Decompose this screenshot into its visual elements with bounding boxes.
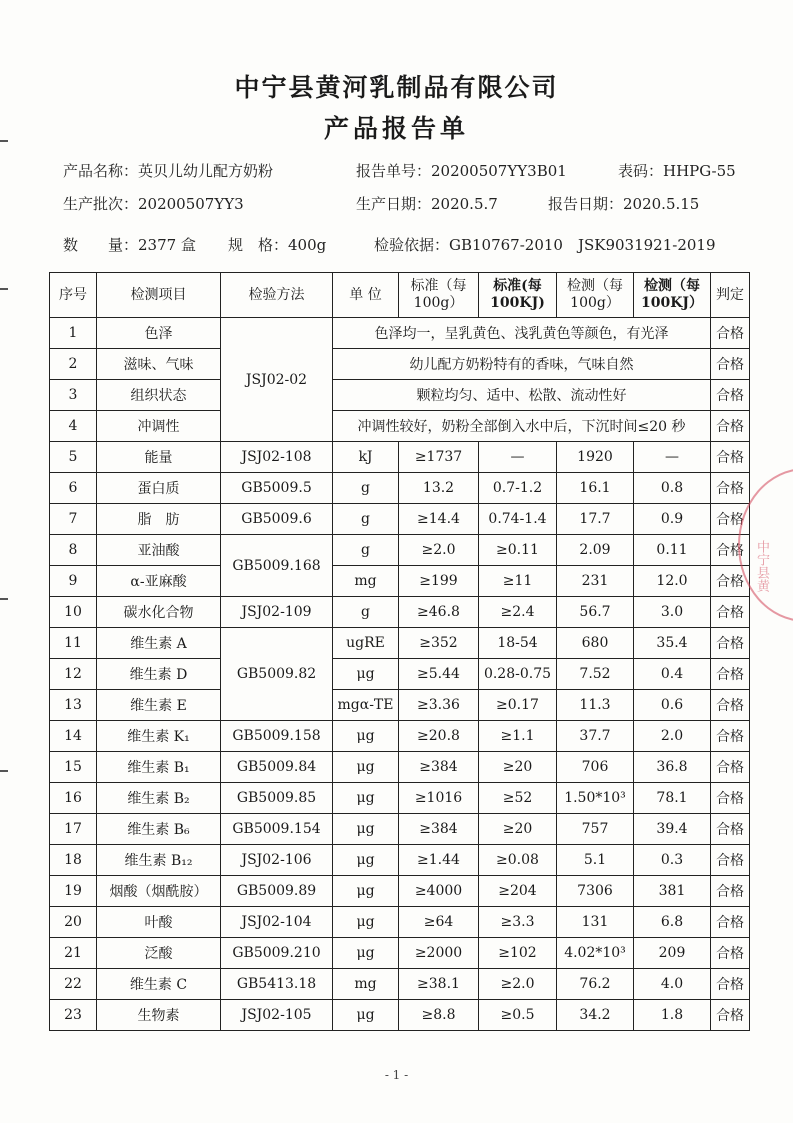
standard-100kj-cell: ≥0.08 <box>479 845 557 876</box>
table-row <box>50 411 750 442</box>
verdict-cell: 合格 <box>711 473 750 504</box>
table-row <box>50 969 750 1000</box>
verdict-cell: 合格 <box>711 938 750 969</box>
detected-100g-cell: 76.2 <box>557 969 634 1000</box>
verdict-cell: 合格 <box>711 597 750 628</box>
item-cell: 维生素 C <box>97 969 221 1000</box>
item-cell: 泛酸 <box>97 938 221 969</box>
scan-edge-mark <box>0 770 8 772</box>
verdict-cell: 合格 <box>711 442 750 473</box>
method-cell: JSJ02-104 <box>221 907 333 938</box>
seq-cell: 4 <box>50 411 97 442</box>
seq-cell: 10 <box>50 597 97 628</box>
standard-100g-cell: ≥14.4 <box>399 504 479 535</box>
method-cell: GB5009.84 <box>221 752 333 783</box>
standard-100g-cell: ≥2000 <box>399 938 479 969</box>
page-number: - 1 - <box>384 1068 409 1082</box>
scan-edge-mark <box>0 140 8 142</box>
detected-100kj-cell: 3.0 <box>634 597 711 628</box>
scan-edge-mark <box>0 598 8 600</box>
seq-cell: 9 <box>50 566 97 597</box>
detected-100g-cell: 17.7 <box>557 504 634 535</box>
standard-100g-cell: ≥1.44 <box>399 845 479 876</box>
item-cell: 亚油酸 <box>97 535 221 566</box>
standard-100g-cell: ≥199 <box>399 566 479 597</box>
detected-100g-cell: 4.02*10³ <box>557 938 634 969</box>
seq-cell: 6 <box>50 473 97 504</box>
seq-cell: 8 <box>50 535 97 566</box>
method-cell: GB5009.158 <box>221 721 333 752</box>
item-cell: 脂 肪 <box>97 504 221 535</box>
standard-100kj-cell: ≥0.17 <box>479 690 557 721</box>
verdict-cell: 合格 <box>711 380 750 411</box>
table-row <box>50 814 750 845</box>
standard-100kj-cell: ≥2.0 <box>479 969 557 1000</box>
unit-cell: g <box>333 504 399 535</box>
unit-cell: μg <box>333 876 399 907</box>
unit-cell: μg <box>333 907 399 938</box>
detected-100g-cell: 56.7 <box>557 597 634 628</box>
item-cell: 色泽 <box>97 318 221 349</box>
method-cell: GB5009.6 <box>221 504 333 535</box>
verdict-cell: 合格 <box>711 504 750 535</box>
table-row <box>50 318 750 349</box>
seq-cell: 22 <box>50 969 97 1000</box>
standard-100kj-cell: 0.28-0.75 <box>479 659 557 690</box>
unit-cell: μg <box>333 752 399 783</box>
standard-100kj-cell: ≥52 <box>479 783 557 814</box>
unit-cell: μg <box>333 938 399 969</box>
sensory-description: 色泽均一，呈乳黄色、浅乳黄色等颜色，有光泽 <box>333 318 711 349</box>
detected-100kj-cell: 39.4 <box>634 814 711 845</box>
method-cell: JSJ02-02 <box>221 318 333 442</box>
item-cell: 能量 <box>97 442 221 473</box>
detected-100g-cell: 34.2 <box>557 1000 634 1031</box>
table-row <box>50 783 750 814</box>
unit-cell: μg <box>333 845 399 876</box>
method-cell: GB5009.168 <box>221 535 333 597</box>
header-item: 检测项目 <box>97 273 221 318</box>
seq-cell: 16 <box>50 783 97 814</box>
detected-100g-cell: 37.7 <box>557 721 634 752</box>
standard-100g-cell: ≥3.36 <box>399 690 479 721</box>
detected-100kj-cell: 0.3 <box>634 845 711 876</box>
standard-100kj-cell: 0.7-1.2 <box>479 473 557 504</box>
item-cell: 维生素 E <box>97 690 221 721</box>
detected-100g-cell: 7.52 <box>557 659 634 690</box>
table-row <box>50 380 750 411</box>
seq-cell: 2 <box>50 349 97 380</box>
sensory-description: 幼儿配方奶粉特有的香味，气味自然 <box>333 349 711 380</box>
method-cell: GB5009.5 <box>221 473 333 504</box>
detected-100kj-cell: 2.0 <box>634 721 711 752</box>
unit-cell: μg <box>333 783 399 814</box>
item-cell: 维生素 A <box>97 628 221 659</box>
specification: 规 格：400g <box>228 236 327 254</box>
production-date: 生产日期：2020.5.7 <box>356 195 498 213</box>
table-row <box>50 504 750 535</box>
standard-100kj-cell: ≥204 <box>479 876 557 907</box>
detected-100g-cell: 16.1 <box>557 473 634 504</box>
method-cell: JSJ02-106 <box>221 845 333 876</box>
table-row <box>50 845 750 876</box>
seq-cell: 5 <box>50 442 97 473</box>
method-cell: GB5009.210 <box>221 938 333 969</box>
seq-cell: 12 <box>50 659 97 690</box>
verdict-cell: 合格 <box>711 783 750 814</box>
seq-cell: 23 <box>50 1000 97 1031</box>
seq-cell: 14 <box>50 721 97 752</box>
scan-edge-mark <box>0 288 8 290</box>
unit-cell: μg <box>333 1000 399 1031</box>
sensory-description: 冲调性较好，奶粉全部倒入水中后，下沉时间≤20 秒 <box>333 411 711 442</box>
table-row <box>50 690 750 721</box>
seq-cell: 3 <box>50 380 97 411</box>
detected-100g-cell: 1920 <box>557 442 634 473</box>
standard-100g-cell: ≥384 <box>399 814 479 845</box>
detected-100g-cell: 7306 <box>557 876 634 907</box>
detected-100g-cell: 11.3 <box>557 690 634 721</box>
table-row <box>50 597 750 628</box>
standard-100g-cell: ≥2.0 <box>399 535 479 566</box>
seq-cell: 18 <box>50 845 97 876</box>
item-cell: 冲调性 <box>97 411 221 442</box>
detected-100g-cell: 5.1 <box>557 845 634 876</box>
item-cell: 维生素 B₁₂ <box>97 845 221 876</box>
header-seq: 序号 <box>50 273 97 318</box>
form-code: 表码：HHPG-55 <box>618 162 736 180</box>
table-row <box>50 938 750 969</box>
verdict-cell: 合格 <box>711 907 750 938</box>
unit-cell: ugRE <box>333 628 399 659</box>
detected-100kj-cell: 0.9 <box>634 504 711 535</box>
inspection-basis: 检验依据：GB10767-2010 JSK9031921-2019 <box>374 236 716 254</box>
table-row <box>50 907 750 938</box>
verdict-cell: 合格 <box>711 659 750 690</box>
method-cell: JSJ02-109 <box>221 597 333 628</box>
standard-100g-cell: ≥8.8 <box>399 1000 479 1031</box>
table-row <box>50 721 750 752</box>
item-cell: 维生素 B₁ <box>97 752 221 783</box>
report-date: 报告日期：2020.5.15 <box>548 195 700 213</box>
item-cell: 生物素 <box>97 1000 221 1031</box>
quantity: 数 量：2377 盒 <box>63 236 196 254</box>
detected-100g-cell: 706 <box>557 752 634 783</box>
item-cell: 组织状态 <box>97 380 221 411</box>
verdict-cell: 合格 <box>711 535 750 566</box>
verdict-cell: 合格 <box>711 752 750 783</box>
table-row <box>50 752 750 783</box>
header-detected-100g: 检测（每100g） <box>557 273 634 318</box>
item-cell: 维生素 B₆ <box>97 814 221 845</box>
production-batch: 生产批次：20200507YY3 <box>63 195 244 213</box>
standard-100kj-cell: ≥0.11 <box>479 535 557 566</box>
table-header-row <box>50 273 750 318</box>
detected-100kj-cell: 36.8 <box>634 752 711 783</box>
standard-100kj-cell: ≥2.4 <box>479 597 557 628</box>
unit-cell: g <box>333 535 399 566</box>
seq-cell: 1 <box>50 318 97 349</box>
seq-cell: 15 <box>50 752 97 783</box>
seq-cell: 21 <box>50 938 97 969</box>
standard-100g-cell: ≥38.1 <box>399 969 479 1000</box>
detected-100kj-cell: 12.0 <box>634 566 711 597</box>
standard-100g-cell: ≥352 <box>399 628 479 659</box>
unit-cell: mg <box>333 566 399 597</box>
method-cell: JSJ02-108 <box>221 442 333 473</box>
table-row <box>50 535 750 566</box>
seq-cell: 17 <box>50 814 97 845</box>
table-row <box>50 442 750 473</box>
table-row <box>50 628 750 659</box>
detected-100kj-cell: 35.4 <box>634 628 711 659</box>
detected-100kj-cell: 0.11 <box>634 535 711 566</box>
header-detected-100kj: 检测（每100KJ） <box>634 273 711 318</box>
header-standard-100kj: 标准(每100KJ) <box>479 273 557 318</box>
item-cell: α-亚麻酸 <box>97 566 221 597</box>
company-name: 中宁县黄河乳制品有限公司 <box>234 73 559 102</box>
report-number: 报告单号：20200507YY3B01 <box>356 162 567 180</box>
detected-100g-cell: 231 <box>557 566 634 597</box>
unit-cell: kJ <box>333 442 399 473</box>
detected-100kj-cell: 209 <box>634 938 711 969</box>
method-cell: GB5009.85 <box>221 783 333 814</box>
detected-100kj-cell: 381 <box>634 876 711 907</box>
seq-cell: 20 <box>50 907 97 938</box>
seal-text: 中宁县黄 <box>754 540 769 592</box>
standard-100g-cell: ≥1737 <box>399 442 479 473</box>
header-method: 检验方法 <box>221 273 333 318</box>
method-cell: GB5413.18 <box>221 969 333 1000</box>
standard-100g-cell: ≥384 <box>399 752 479 783</box>
seq-cell: 11 <box>50 628 97 659</box>
item-cell: 维生素 D <box>97 659 221 690</box>
verdict-cell: 合格 <box>711 969 750 1000</box>
unit-cell: μg <box>333 814 399 845</box>
standard-100g-cell: ≥1016 <box>399 783 479 814</box>
unit-cell: g <box>333 473 399 504</box>
detected-100kj-cell: 6.8 <box>634 907 711 938</box>
standard-100g-cell: ≥64 <box>399 907 479 938</box>
method-cell: GB5009.154 <box>221 814 333 845</box>
verdict-cell: 合格 <box>711 845 750 876</box>
standard-100g-cell: ≥4000 <box>399 876 479 907</box>
item-cell: 碳水化合物 <box>97 597 221 628</box>
detected-100g-cell: 1.50*10³ <box>557 783 634 814</box>
seq-cell: 19 <box>50 876 97 907</box>
verdict-cell: 合格 <box>711 814 750 845</box>
item-cell: 维生素 B₂ <box>97 783 221 814</box>
item-cell: 维生素 K₁ <box>97 721 221 752</box>
detected-100kj-cell: 4.0 <box>634 969 711 1000</box>
standard-100g-cell: ≥46.8 <box>399 597 479 628</box>
detected-100g-cell: 680 <box>557 628 634 659</box>
detected-100kj-cell: 1.8 <box>634 1000 711 1031</box>
standard-100kj-cell: ≥11 <box>479 566 557 597</box>
table-row <box>50 473 750 504</box>
report-table <box>49 272 750 1031</box>
standard-100kj-cell: ≥20 <box>479 814 557 845</box>
standard-100kj-cell: ≥1.1 <box>479 721 557 752</box>
standard-100g-cell: 13.2 <box>399 473 479 504</box>
standard-100kj-cell: ≥0.5 <box>479 1000 557 1031</box>
detected-100kj-cell: 0.8 <box>634 473 711 504</box>
detected-100kj-cell: 0.6 <box>634 690 711 721</box>
item-cell: 烟酸（烟酰胺） <box>97 876 221 907</box>
standard-100kj-cell: ≥20 <box>479 752 557 783</box>
document-title: 产品报告单 <box>323 114 469 143</box>
standard-100kj-cell: — <box>479 442 557 473</box>
unit-cell: μg <box>333 721 399 752</box>
method-cell: JSJ02-105 <box>221 1000 333 1031</box>
verdict-cell: 合格 <box>711 411 750 442</box>
standard-100kj-cell: ≥3.3 <box>479 907 557 938</box>
unit-cell: mgα-TE <box>333 690 399 721</box>
detected-100kj-cell: 78.1 <box>634 783 711 814</box>
standard-100kj-cell: ≥102 <box>479 938 557 969</box>
table-row <box>50 349 750 380</box>
item-cell: 滋味、气味 <box>97 349 221 380</box>
header-verdict: 判定 <box>711 273 750 318</box>
verdict-cell: 合格 <box>711 318 750 349</box>
header-unit: 单 位 <box>333 273 399 318</box>
unit-cell: g <box>333 597 399 628</box>
detected-100g-cell: 757 <box>557 814 634 845</box>
item-cell: 蛋白质 <box>97 473 221 504</box>
seq-cell: 7 <box>50 504 97 535</box>
verdict-cell: 合格 <box>711 721 750 752</box>
verdict-cell: 合格 <box>711 349 750 380</box>
verdict-cell: 合格 <box>711 628 750 659</box>
sensory-description: 颗粒均匀、适中、松散、流动性好 <box>333 380 711 411</box>
detected-100kj-cell: 0.4 <box>634 659 711 690</box>
table-row <box>50 876 750 907</box>
standard-100g-cell: ≥20.8 <box>399 721 479 752</box>
standard-100kj-cell: 0.74-1.4 <box>479 504 557 535</box>
unit-cell: mg <box>333 969 399 1000</box>
table-row <box>50 1000 750 1031</box>
detected-100g-cell: 2.09 <box>557 535 634 566</box>
standard-100g-cell: ≥5.44 <box>399 659 479 690</box>
detected-100kj-cell: — <box>634 442 711 473</box>
unit-cell: μg <box>333 659 399 690</box>
method-cell: GB5009.82 <box>221 628 333 721</box>
table-row <box>50 659 750 690</box>
seq-cell: 13 <box>50 690 97 721</box>
verdict-cell: 合格 <box>711 1000 750 1031</box>
detected-100g-cell: 131 <box>557 907 634 938</box>
method-cell: GB5009.89 <box>221 876 333 907</box>
verdict-cell: 合格 <box>711 690 750 721</box>
item-cell: 叶酸 <box>97 907 221 938</box>
verdict-cell: 合格 <box>711 876 750 907</box>
product-name: 产品名称：英贝儿幼儿配方奶粉 <box>63 162 274 180</box>
header-standard-100g: 标准（每100g） <box>399 273 479 318</box>
table-row <box>50 566 750 597</box>
verdict-cell: 合格 <box>711 566 750 597</box>
standard-100kj-cell: 18-54 <box>479 628 557 659</box>
